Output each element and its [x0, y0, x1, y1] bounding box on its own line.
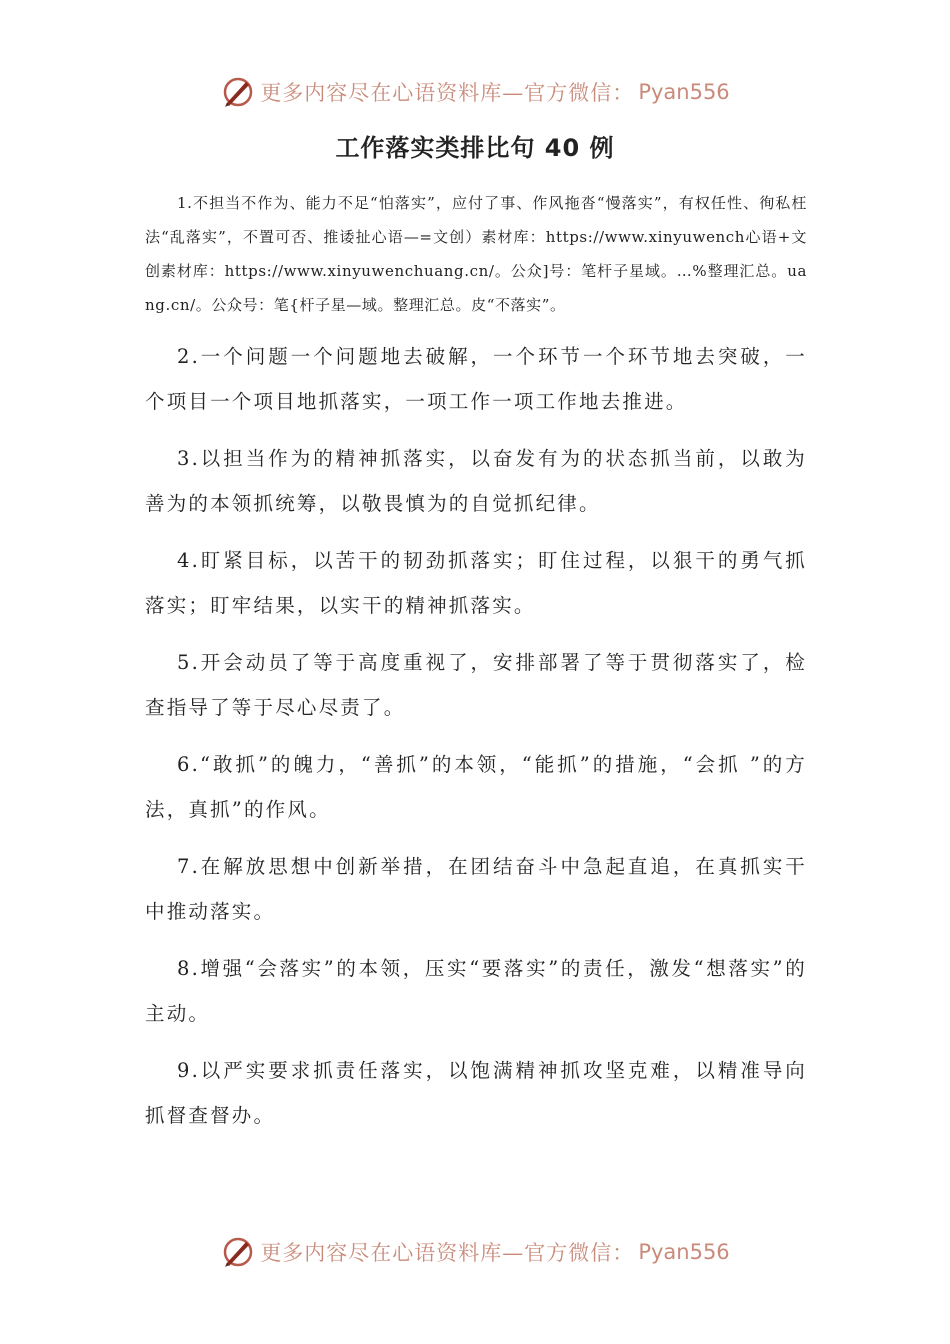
banner-text: 更多内容尽在心语资料库—官方微信：	[260, 81, 635, 105]
list-item: 2.一个问题一个问题地去破解，一个环节一个环节地去突破，一个项目一个项目地抓落实，一项工作一项工作地去推进。	[145, 345, 807, 413]
document-title: 工作落实类排比句 40 例	[335, 134, 615, 162]
document-body	[145, 186, 807, 1150]
list-item: 3.以担当作为的精神抓落实，以奋发有为的状态抓当前，以敢为善为的本领抓统筹，以敬畏慎为的自觉抓纪律。	[145, 447, 807, 515]
banner-text: 更多内容尽在心语资料库—官方微信：	[260, 1241, 635, 1265]
list-item: 1.不担当不作为、能力不足“怕落实”，应付了事、作风拖沓“慢落实”，有权任性、徇私枉法“乱落实”，不置可否、推诿扯心语—=文创）素材库：https://www.xinyuwench心语+文创素材库：https://www.xinyuwenchuang.cn/。公众]号：笔杆子星域。…%整理汇总。uang.cn/。公众号：笔{杆子星—域。整理汇总。皮“不落实”。	[145, 194, 807, 314]
list-item: 8.增强“会落实”的本领，压实“要落实”的责任，激发“想落实”的主动。	[145, 957, 807, 1025]
pen-logo-icon	[220, 74, 256, 110]
header-banner	[0, 72, 950, 112]
list-item: 6.“敢抓”的魄力，“善抓”的本领，“能抓”的措施，“会抓 ”的方法，真抓”的作风。	[145, 753, 807, 821]
list-item: 5.开会动员了等于高度重视了，安排部署了等于贯彻落实了，检查指导了等于尽心尽责了。	[145, 651, 807, 719]
pen-logo-icon	[220, 1234, 256, 1270]
banner-wechat-id: Pyan556	[638, 1240, 730, 1264]
list-item: 4.盯紧目标，以苦干的韧劲抓落实；盯住过程，以狠干的勇气抓落实；盯牢结果，以实干的精神抓落实。	[145, 549, 807, 617]
list-item: 7.在解放思想中创新举措，在团结奋斗中急起直追，在真抓实干中推动落实。	[145, 855, 807, 923]
banner-wechat-id: Pyan556	[638, 80, 730, 104]
footer-banner	[0, 1232, 950, 1272]
list-item: 9.以严实要求抓责任落实，以饱满精神抓攻坚克难，以精准导向抓督查督办。	[145, 1059, 807, 1127]
